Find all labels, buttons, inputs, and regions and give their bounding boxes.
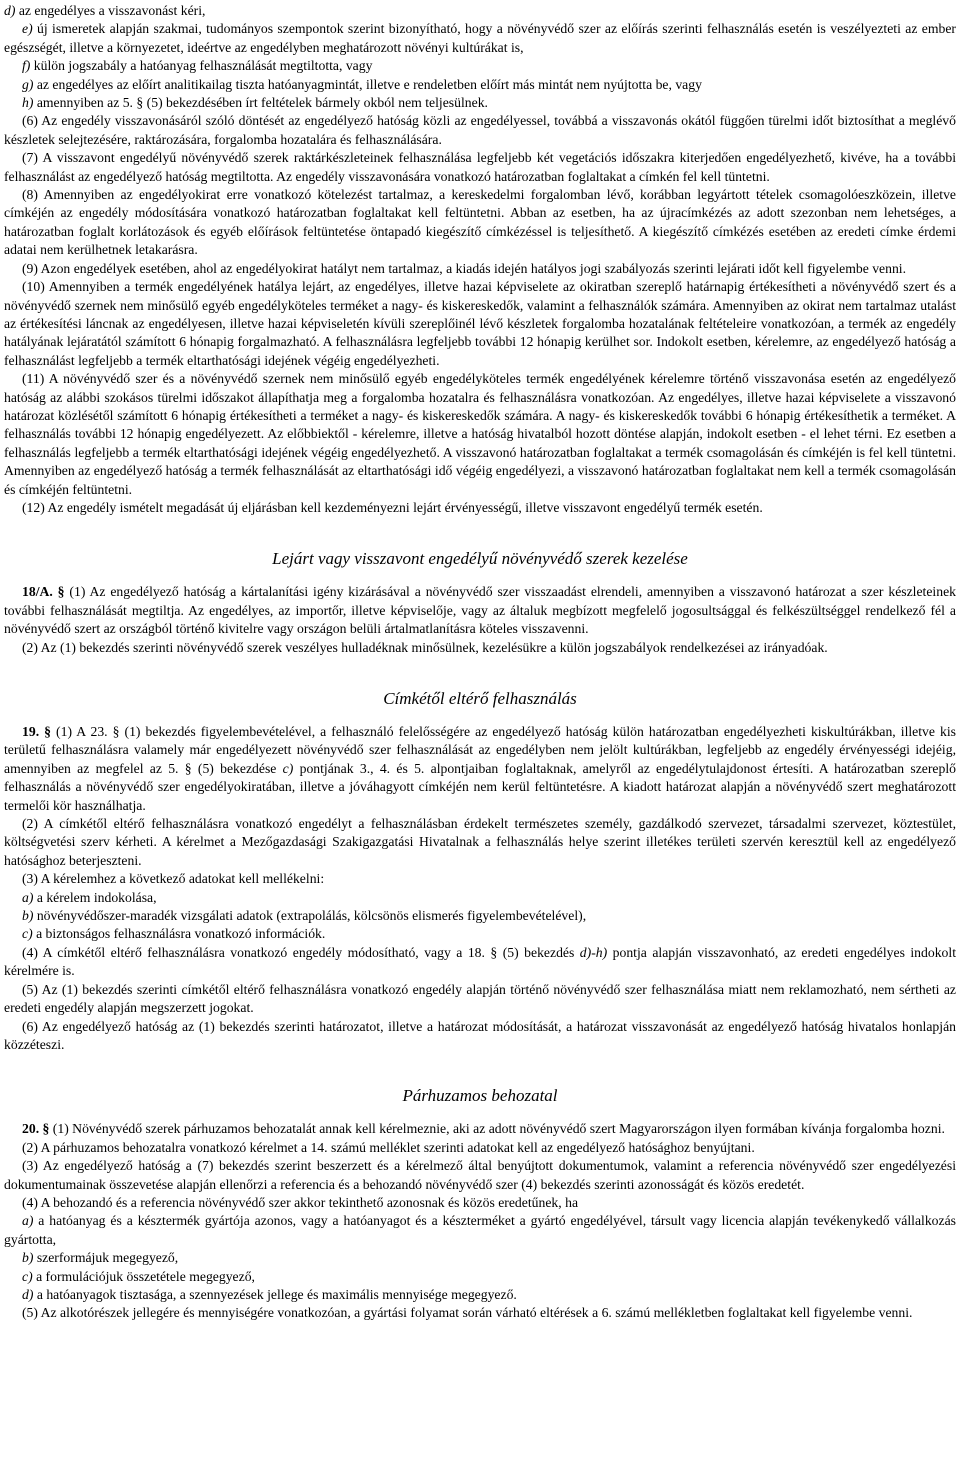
list-item-a: a) a kérelem indokolása, bbox=[22, 889, 157, 905]
list-item-c: c) a formulációjuk összetétele megegyező, bbox=[22, 1268, 255, 1284]
paragraph-10: (10) Amennyiben a termék engedélyének hatálya lejárt, az engedélyes, illetve hazai képviselete az okiratban szereplő határnapig értékesítheti a növényvédő szert és a növényvédő szernek nem minősülő egyéb engedélyköteles terméket a nagy- és kiskereskedők, valamint a felhasználók számára. Amennyiben az okirat nem tartalmaz utalást az értékesítési láncnak az engedélyesen, illetve hazai képviseletén kívüli szereplőinél lévő készletek forgalomba hozatalának feltételeire vonatkozóan, a termék az engedély hatályának lejáratától számított 6 hónapig forgalmazható. A felhasználásra legfeljebb további 12 hónapig kerülhet sor. Indokolt esetben, kérelemre, az engedélyező hatóság a felhasználást legfeljebb a termék eltarthatósági idejének végéig engedélyezheti. bbox=[4, 279, 956, 368]
section-19-paragraph-6: (6) Az engedélyező hatóság az (1) bekezdés szerinti határozatot, illetve a határozat módosítását, a határozat visszavonását az engedélyező hatóság hivatalos honlapján közzéteszi. bbox=[4, 1018, 956, 1052]
paragraph-9: (9) Azon engedélyek esetében, ahol az engedélyokirat hatályt nem tartalmaz, a kiadás idején hatályos jogi szabályozás szerinti lejárati időt kell figyelembe venni. bbox=[22, 260, 907, 276]
section-heading-expired: Lejárt vagy visszavont engedélyű növényvédő szerek kezelése bbox=[272, 549, 688, 569]
list-item-d: d) a hatóanyagok tisztasága, a szennyezések jellege és maximális mennyisége megegyező. bbox=[22, 1286, 517, 1302]
section-20-paragraph-4: (4) A behozandó és a referencia növényvédő szer akkor tekinthető azonosnak és közös eredetűnek, ha bbox=[22, 1194, 579, 1210]
paragraph-7: (7) A visszavont engedélyű növényvédő szerek raktárkészleteinek felhasználása legfeljebb két vegetációs időszakra kiterjedően engedélyezhető, kivéve, ha a további felhasználást az engedélyező hatóság megtiltotta. Az engedély visszavonására vonatkozó határozatban foglaltakat a címkén fel kell tüntetni. bbox=[4, 150, 956, 184]
list-item-d: d) az engedélyes a visszavonást kéri, bbox=[4, 3, 206, 18]
list-item-b: b) növényvédőszer-maradék vizsgálati adatok (extrapolálás, kölcsönös elismerés figyelembevételével), bbox=[22, 908, 587, 924]
list-item-e: e) új ismeretek alapján szakmai, tudományos szempontok szerint bizonyítható, hogy a növényvédő szer az előírás szerinti felhasználás esetén is veszélyezteti az ember egészségét, illetve a környezetet, ideértve az engedélyben meghatározott növényi kultúrákat is, bbox=[4, 21, 956, 55]
section-number: 20. § bbox=[22, 1121, 50, 1137]
list-item-f: f) külön jogszabály a hatóanyag felhasználását megtiltotta, vagy bbox=[22, 58, 373, 74]
section-19-paragraph-3: (3) A kérelemhez a következő adatokat kell mellékelni: bbox=[22, 871, 325, 887]
section-heading-parallel-import: Párhuzamos behozatal bbox=[402, 1086, 558, 1106]
section-20-paragraph-2: (2) A párhuzamos behozatalra vonatkozó kérelmet a 14. számú melléklet szerinti adatokat kell az engedélyező hatósághoz benyújtani. bbox=[22, 1139, 755, 1155]
list-item-g: g) az engedélyes az előírt analitikailag tiszta hatóanyagmintát, illetve e rendeletben előírt más mintát nem nyújtotta be, vagy bbox=[22, 76, 702, 92]
section-19-paragraph-1: 19. § (1) A 23. § (1) bekezdés figyelembevételével, a felhasználó felelősségére az engedélyező hatóság külön határozatban engedélyezheti kiskultúrákban, illetve kis területű felhasználásra valamely már engedélyezett növényvédő szer felhasználását az engedélyben nem jelölt kultúrákban, legfeljebb az engedély érvényességi idejéig, amennyiben az megfelel az 5. § (5) bekezdése c) pontjának 3., 4. és 5. alpontjaiban foglaltaknak, amelyről az engedélytulajdonost értesíti. A határozatban szereplő felhasználás a növényvédő szer engedélyokiratában, illetve a jóváhagyott címkéjén nem kerül feltüntetésre. A kiadott határozat alapján a növényvédő szert meghatározott termelői kör használhatja. bbox=[4, 724, 956, 813]
paragraph-8: (8) Amennyiben az engedélyokirat erre vonatkozó kötelezést tartalmaz, a kereskedelmi forgalomban lévő, korábban legyártott tételek csomagolóeszközein, illetve címkéjén az engedély módosítására vonatkozó határozatban foglaltakat kell feltüntetni. Abban az esetben, ha az újracímkézés az adott szezonban nem lehetséges, a határozatban foglalt korlátozások és egyéb előírások feltüntetése öntapadó kiegészítő címkézéssel is teljesíthető. A kiegészítő címkézés esetében az eredeti címke érdemi adatai nem kerülhetnek letakarásra. bbox=[4, 187, 956, 258]
section-20-paragraph-3: (3) Az engedélyező hatóság a (7) bekezdés szerint beszerzett és a kérelmező által benyújtott dokumentumok, valamint a referencia növényvédő szer engedélyezési dokumentumainak összevetése alapján ellenőrzi a referencia és a behozandó növényvédő szer (4) bekezdés szerinti azonosságát és közös eredetét. bbox=[4, 1158, 956, 1192]
paragraph-6: (6) Az engedély visszavonásáról szóló döntését az engedélyező hatóság közli az engedélyessel, továbbá a visszavonás okától függően türelmi időt biztosíthat a meglévő készletek selejtezésére, raktározására, forgalomba hozatalára és felhasználására. bbox=[4, 113, 956, 147]
section-number: 19. § bbox=[22, 724, 51, 739]
section-heading-off-label: Címkétől eltérő felhasználás bbox=[383, 689, 577, 708]
section-19-paragraph-5: (5) Az (1) bekezdés szerinti címkétől eltérő felhasználásra vonatkozó engedély alapján történő növényvédő szer felhasználása miatt nem reklamozható, nem sértheti az eredeti engedély alapján megszerzett jogokat. bbox=[4, 981, 956, 1016]
section-19-paragraph-2: (2) A címkétől eltérő felhasználásra vonatkozó engedélyt a felhasználásban érdekelt természetes személy, gazdálkodó szervezet, társadalmi szervezet, köztestület, költségvetési szerv kérheti. A kérelmet a Mezőgazdasági Szakigazgatási Hivatalnak a felhasználás helye szerint illetékes területi szervén keresztül kell az engedélyező hatósághoz beterjeszteni. bbox=[4, 816, 956, 868]
list-item-a: a) a hatóanyag és a késztermék gyártója azonos, vagy a hatóanyagot és a készterméket a gyártó engedélyével, társult vagy licencia alapján tevékenykedő vállalkozás gyártotta, bbox=[4, 1213, 956, 1247]
section-19-paragraph-4: (4) A címkétől eltérő felhasználásra vonatkozó engedély módosítható, vagy a 18. § (5) bekezdés d)-h) pontja alapján visszavonható, az eredeti engedélyes indokolt kérelmére is. bbox=[4, 944, 956, 979]
section-20-paragraph-1: 20. § (1) Növényvédő szerek párhuzamos behozatalát annak kell kérelmeznie, aki az adott növényvédő szert Magyarországon ilyen formában kívánja forgalomba hozni. bbox=[22, 1121, 945, 1137]
section-18a-paragraph-1: 18/A. § (1) Az engedélyező hatóság a kártalanítási igény kizárásával a növényvédő szer visszaadást elrendeli, amennyiben a visszavonó határozat a szer készleteinek további felhasználását megtiltja. Az engedélyes, az importőr, illetve képviselője, vagy az általuk megbízott megfelelő jogosultsággal és felkészültséggel rendelkező fél a növényvédő szert az országból történő kivitelre vagy országon belüli ártalmatlanításra köteles visszavenni. bbox=[4, 584, 957, 637]
section-18a-paragraph-2: (2) Az (1) bekezdés szerinti növényvédő szerek veszélyes hulladéknak minősülnek, kezelésükre a külön jogszabályok rendelkezései az irányadóak. bbox=[22, 639, 828, 655]
paragraph-11: (11) A növényvédő szer és a növényvédő szernek nem minősülő egyéb engedélyköteles termék engedélyének kérelemre történő visszavonása esetén az engedélyező hatóság az alábbi szokásos türelmi időszakot állapíthatja meg a forgalomba hozatalra és felhasználásra vonatkozóan. Az engedélyes, illetve hazai képviselete a visszavonó határozat közlésétől számított 6 hónapig értékesítheti a terméket a nagy- és kiskereskedők számára. A nagy- és kiskereskedők további 6 hónapig értékesíthetik a terméket. A felhasználás további 12 hónapig engedélyezett. Az előbbiektől - kérelemre, illetve a hatóság hivatalból hozott döntése alapján, indokolt esetben - el lehet térni. Ez esetben a felhasználás legfeljebb a termék eltarthatósági idejének végéig engedélyezhető. A visszavonó határozatban foglaltakat a termék csomagolásán és címkéjén is fel kell tüntetni. Amennyiben az engedélyező hatóság a termék felhasználását az eltarthatósági idő végéig engedélyezi, a visszavonó határozatban foglaltakat nem kell a termék csomagolásán és címkéjén feltüntetni. bbox=[4, 371, 956, 497]
list-item-b: b) szerformájuk megegyező, bbox=[22, 1250, 179, 1266]
list-item-c: c) a biztonságos felhasználásra vonatkozó információk. bbox=[22, 926, 326, 942]
list-item-h: h) amennyiben az 5. § (5) bekezdésében írt feltételek bármely okból nem teljesülnek. bbox=[22, 95, 488, 111]
section-20-paragraph-5: (5) Az alkotórészek jellegére és mennyiségére vonatkozóan, a gyártási folyamat során várható eltérések a 6. számú mellékletben foglaltakat kell figyelembe venni. bbox=[22, 1305, 913, 1321]
paragraph-12: (12) Az engedély ismételt megadását új eljárásban kell kezdeményezni lejárt érvényességű, illetve visszavont engedélyű termék esetén. bbox=[22, 499, 763, 515]
section-number: 18/A. § bbox=[22, 584, 65, 600]
